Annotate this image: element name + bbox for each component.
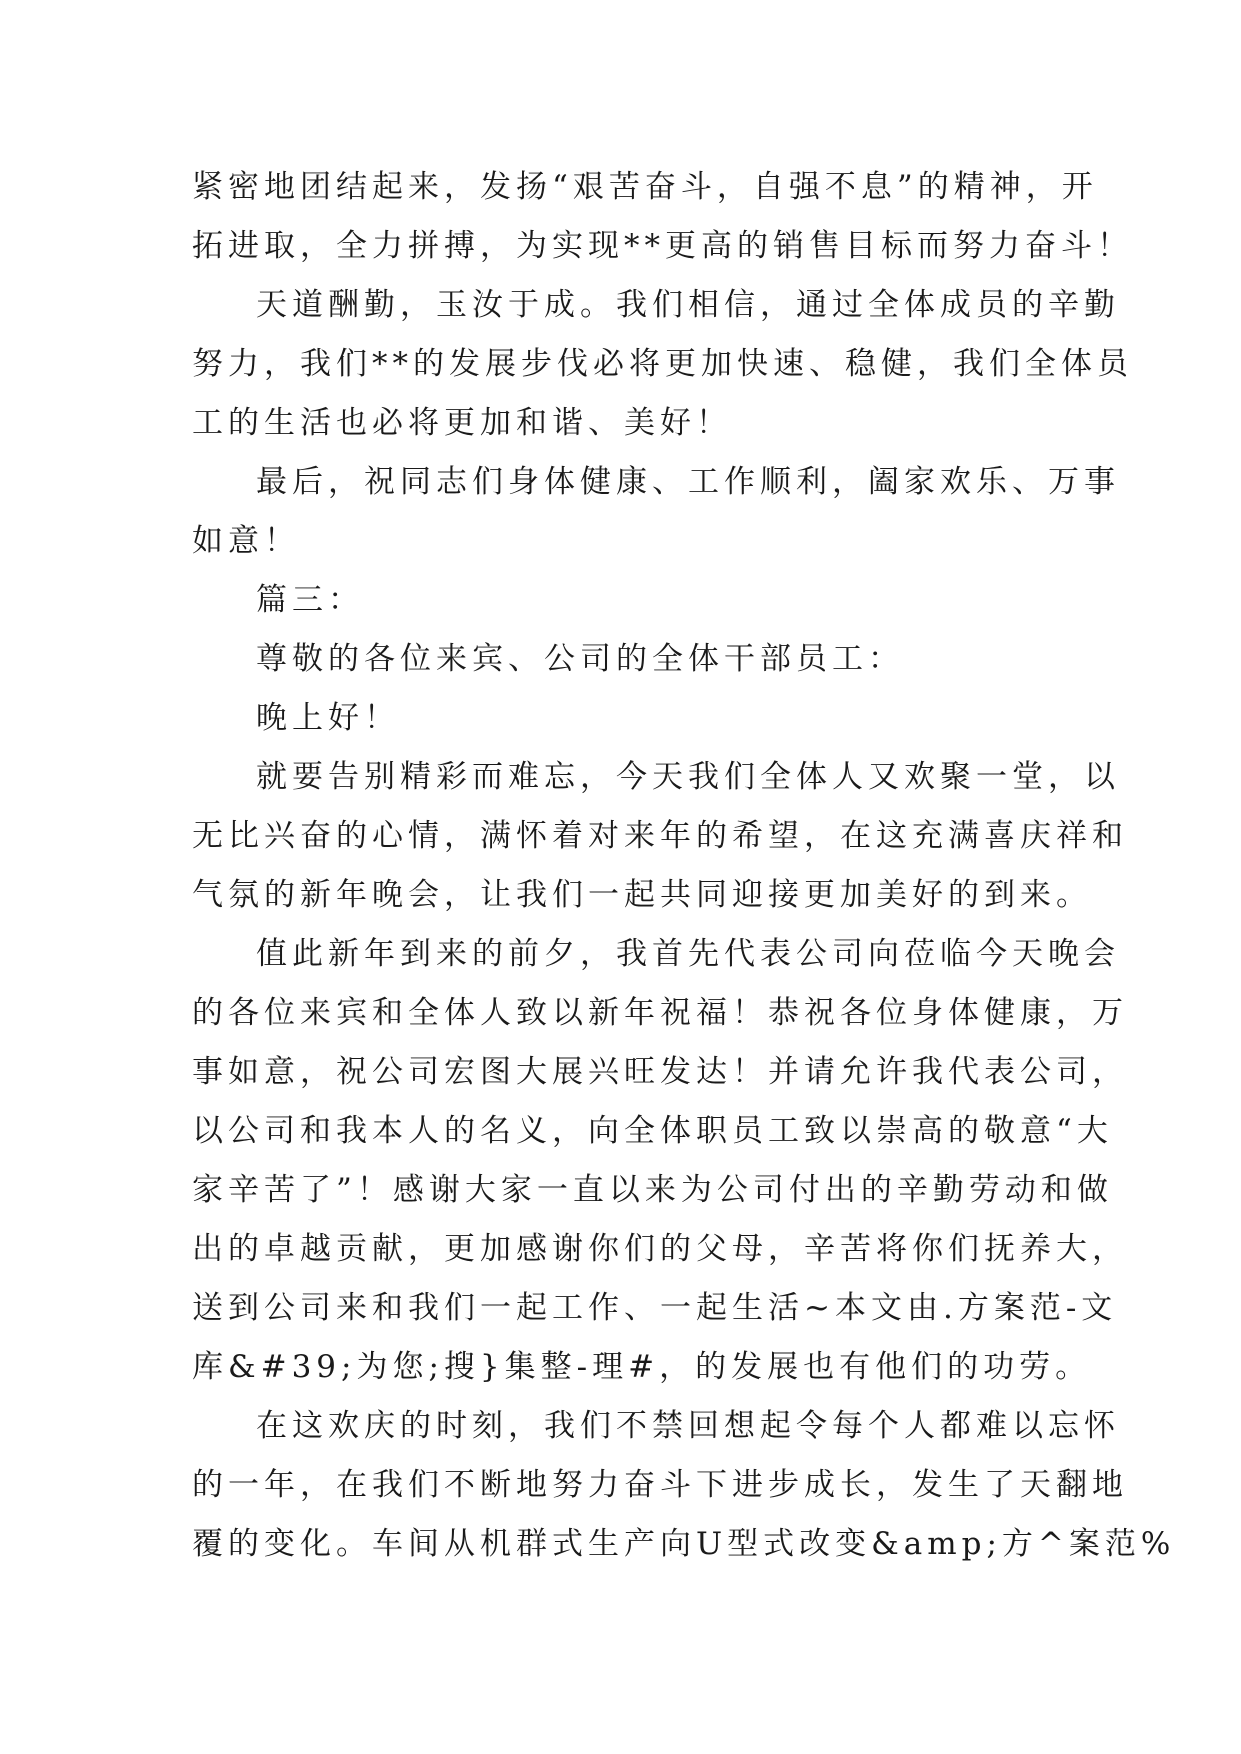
text-line: 如意！ [192, 523, 300, 559]
text-line: 库&#39;为您;搜}集整-理#，的发展也有他们的功劳。 [192, 1349, 1092, 1385]
text-line: 无比兴奋的心情，满怀着对来年的希望，在这充满喜庆祥和 [192, 818, 1128, 854]
text-line: 以公司和我本人的名义，向全体职员工致以崇高的敬意“大 [192, 1113, 1113, 1149]
section-heading: 篇三： [256, 582, 364, 618]
salutation: 尊敬的各位来宾、公司的全体干部员工： [256, 641, 904, 677]
text-line: 在这欢庆的时刻，我们不禁回想起令每个人都难以忘怀 [256, 1408, 1120, 1444]
text-line: 紧密地团结起来，发扬“艰苦奋斗，自强不息”的精神，开 [192, 169, 1098, 205]
text-line: 就要告别精彩而难忘，今天我们全体人又欢聚一堂，以 [256, 759, 1120, 795]
text-line: 工的生活也必将更加和谐、美好！ [192, 405, 732, 441]
text-line: 天道酬勤，玉汝于成。我们相信，通过全体成员的辛勤 [256, 287, 1120, 323]
text-line: 最后，祝同志们身体健康、工作顺利，阖家欢乐、万事 [256, 464, 1120, 500]
text-line: 送到公司来和我们一起工作、一起生活~本文由.方案范-文 [192, 1290, 1118, 1326]
text-line: 事如意，祝公司宏图大展兴旺发达！并请允许我代表公司， [192, 1054, 1128, 1090]
text-line: 拓进取，全力拼搏，为实现**更高的销售目标而努力奋斗！ [192, 228, 1133, 264]
greeting: 晚上好！ [256, 700, 400, 736]
document-body [192, 158, 1176, 1574]
text-line: 值此新年到来的前夕，我首先代表公司向莅临今天晚会 [256, 936, 1120, 972]
text-line: 覆的变化。车间从机群式生产向U型式改变&amp;方^案范% [192, 1526, 1176, 1562]
text-line: 努力，我们**的发展步伐必将更加快速、稳健，我们全体员 [192, 346, 1133, 382]
text-line: 气氛的新年晚会，让我们一起共同迎接更加美好的到来。 [192, 877, 1092, 913]
text-line: 出的卓越贡献，更加感谢你们的父母，辛苦将你们抚养大， [192, 1231, 1128, 1267]
text-line: 的各位来宾和全体人致以新年祝福！恭祝各位身体健康，万 [192, 995, 1128, 1031]
text-line: 家辛苦了”！感谢大家一直以来为公司付出的辛勤劳动和做 [192, 1172, 1113, 1208]
text-line: 的一年，在我们不断地努力奋斗下进步成长，发生了天翻地 [192, 1467, 1128, 1503]
